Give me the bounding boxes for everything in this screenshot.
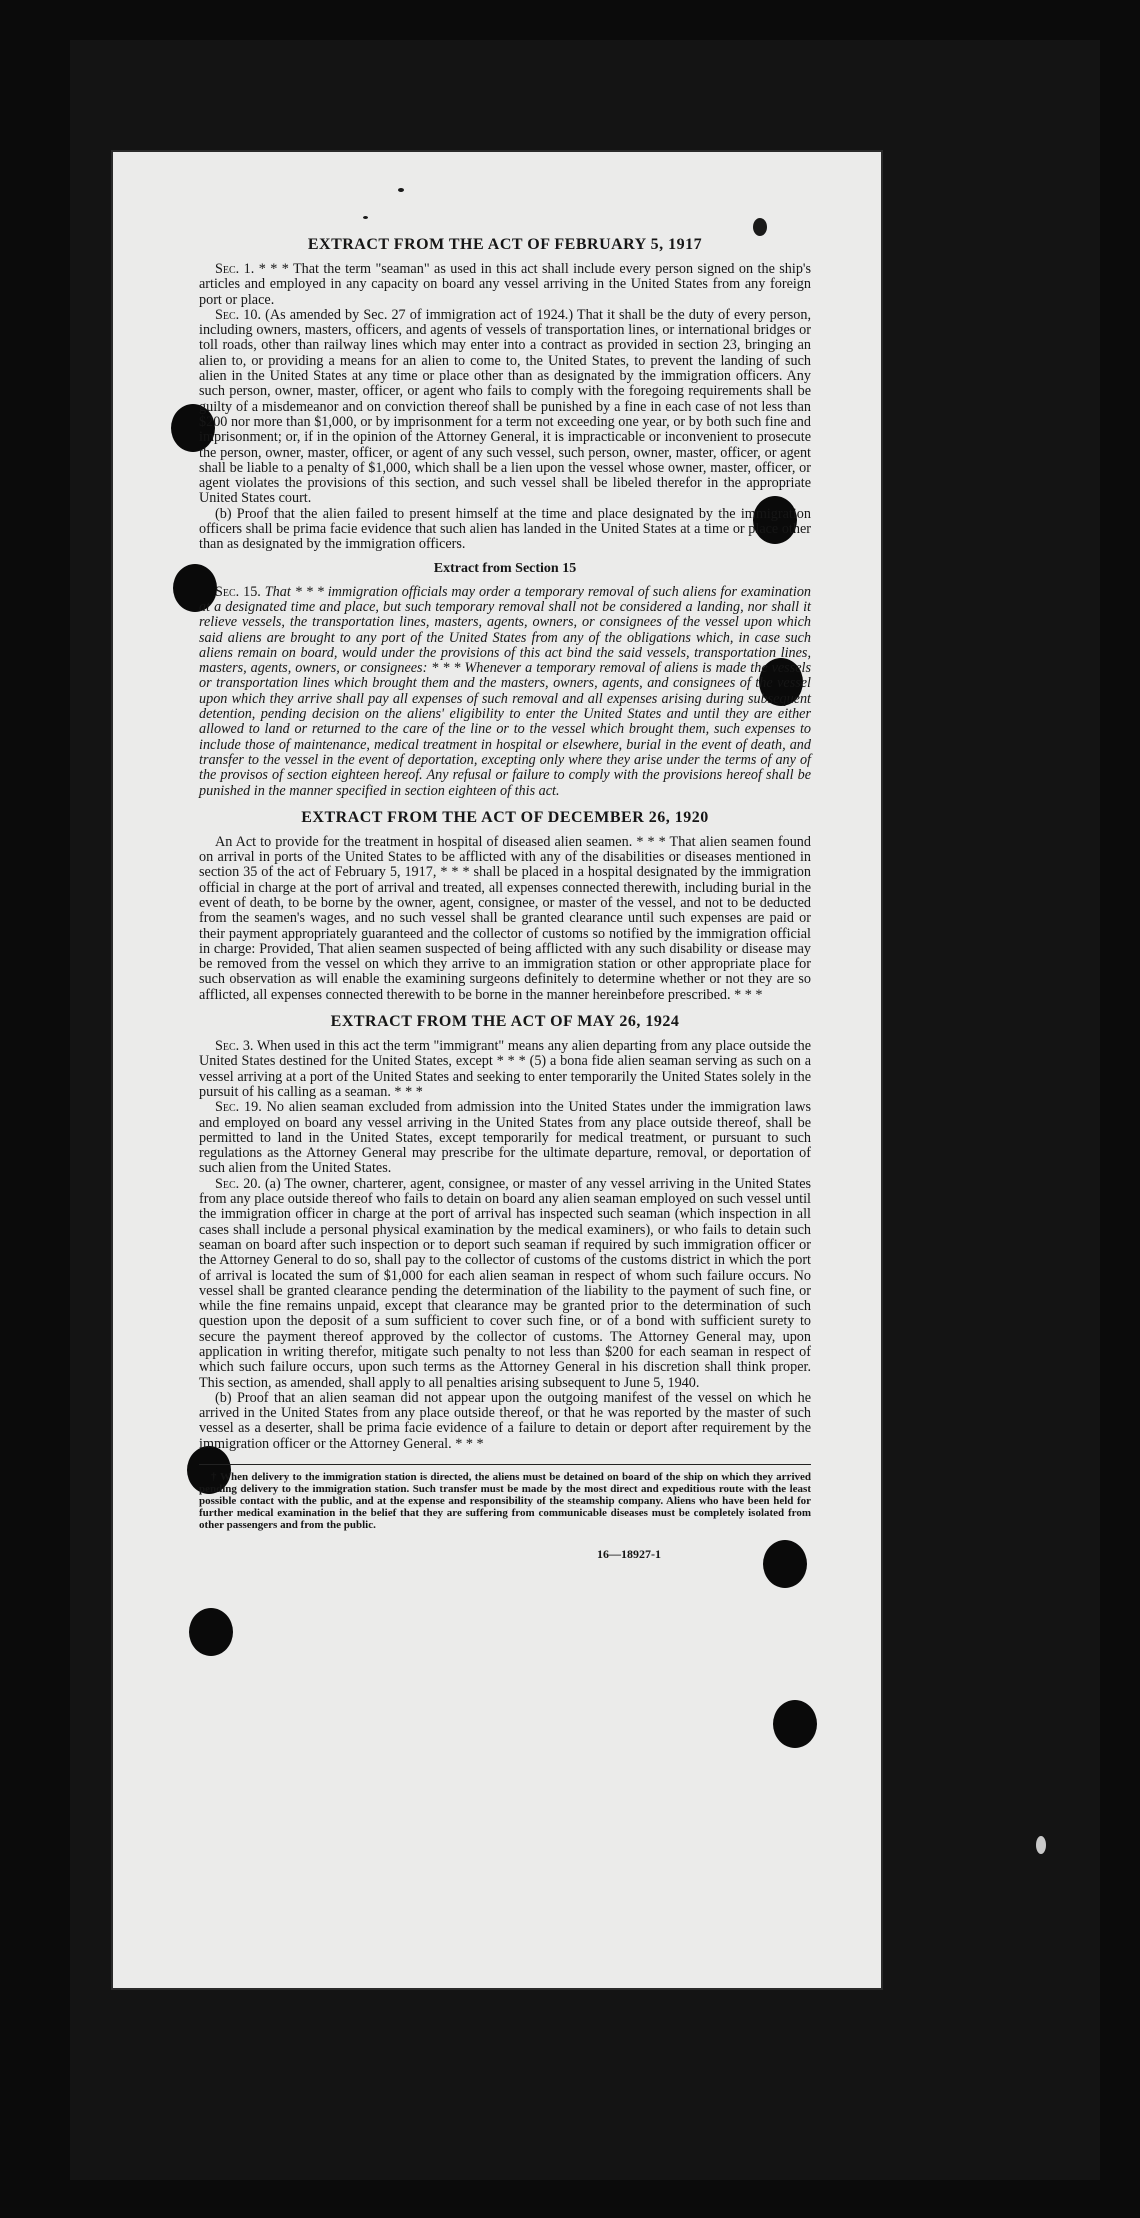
section-3-text: When used in this act the term "immigrant" means any alien departing from any place outside the United States destined for the United States, except * * * (5) a bona fide alien seaman serving as such on a vessel arriving at a port of the United States and seeking to enter temporarily the United States solely in the pursuit of his calling as a seaman. * * *: [199, 1038, 811, 1100]
scan-speck: [1036, 1836, 1046, 1854]
document-text: [199, 236, 811, 1562]
heading-act-1924: EXTRACT FROM THE ACT OF MAY 26, 1924: [330, 1013, 680, 1031]
section-10-text: (As amended by Sec. 27 of immigration act of 1924.) That it shall be the duty of every person, including owners, masters, officers, and agents of vessels of transportation lines, or international bridges or toll roads, other than railway lines which may enter into a contract as provided in section 23, bringing an alien to, or providing a means for an alien to come to, the United States, to prevent the landing of such alien in the United States at any time or place other than as designated by the immigration officers. Any such person, owner, master, officer, or agent who fails to comply with the foregoing requirements shall be guilty of a misdemeanor and on conviction thereof shall be punished by a fine in each case of not less than $200 nor more than $1,000, or by imprisonment for a term not exceeding one year, or by both such fine and imprisonment; or, if in the opinion of the Attorney General, it is impracticable or inconvenient to prosecute the person, owner, master, officer, or agent of any such vessel, such person, owner, master, officer, or agent shall be liable to a penalty of $1,000, which shall be a lien upon the vessel whose owner, master, officer, or agent violates the provisions of this section, and such vessel shall be libeled therefor in the appropriate United States court.: [199, 306, 812, 507]
footnote-divider: [199, 1464, 811, 1465]
heading-act-1920: EXTRACT FROM THE ACT OF DECEMBER 26, 1920: [301, 808, 709, 826]
section-1-label: Sec. 1.: [215, 261, 255, 277]
punch-hole: [189, 1608, 233, 1656]
section-20-text: (a) The owner, charterer, agent, consignee, or master of any vessel arriving in the United States from any place outside thereof who fails to detain on board any alien seaman employed on such vessel until the immigration officer in charge at the port of arrival has inspected such seaman (which inspection in all cases shall include a personal physical examination by the medical examiners), or who fails to detain such seaman on board after such inspection or to deport such seaman if required by such immigration officer or the Attorney General to do so, shall pay to the collector of customs of the customs district in which the port of arrival is located the sum of $1,000 for each alien seaman in respect of whom such failure occurs. No vessel shall be granted clearance pending the determination of the liability to the payment of such fine, or while the fine remains unpaid, except that clearance may be granted prior to the determination of such question upon the deposit of a sum sufficient to cover such fine, or of a bond with sufficient surety to secure the payment thereof approved by the collector of customs. The Attorney General may, upon application in writing therefor, mitigate such penalty to not less than $200 for each seaman in respect of which such failure occurs, upon such terms as the Attorney General in his discretion shall think proper. This section, as amended, shall apply to all penalties arising subsequent to June 5, 1940.: [199, 1175, 812, 1391]
ink-speck: [363, 216, 368, 219]
heading-section-15: Extract from Section 15: [433, 560, 577, 576]
section-15-text: That * * * immigration officials may order a temporary removal of such aliens for examination at a designated time and place, but such temporary removal shall not be considered a landing, nor shall it relieve vessels, the transportation lines, masters, agents, owners, or consignees of the vessel upon which said aliens are brought to any port of the United States from any of the obligations which, in case such aliens remain on board, would under the provisions of this act bind the said vessels, transportation lines, masters, agents, owners, or consignees: * * * Whenever a temporary removal of aliens is made the vessels or transportation lines which brought them and the masters, owners, agents, and consignees of the vessel upon which they arrive shall pay all expenses of such removal and all expenses arising during subsequent detention, pending decision on the aliens' eligibility to enter the United States and until they are either allowed to land or returned to the care of the line or to the vessel which brought them, such expenses to include those of maintenance, medical treatment in hospital or elsewhere, burial in the event of death, and transfer to the vessel in the event of deportation, excepting only where they arise under the terms of any of the provisos of section eighteen hereof. Any refusal or failure to comply with the provisions hereof shall be punished in the manner specified in section eighteen of this act.: [199, 583, 812, 799]
act-1920-text: An Act to provide for the treatment in hospital of diseased alien seamen. * * * That alien seamen found on arrival in ports of the United States to be afflicted with any of the disabilities or diseases mentioned in section 35 of the act of February 5, 1917, * * * shall be placed in a hospital designated by the immigration official in charge at the port of arrival and treated, all expenses connected therewith, including burial in the event of death, to be borne by the owner, agent, consignee, or master of the vessel, and not to be deducted from the seamen's wages, and no such vessel shall be granted clearance until such expenses are paid or their payment appropriately guaranteed and the collector of customs so notified by the immigration official in charge: Provided, That alien seamen suspected of being afflicted with any such disability or disease may be removed from the vessel on which they arrive to an immigration station or other appropriate place for such observation as will enable the examining surgeons definitely to determine whether or not they are so afflicted, all expenses connected therewith to be borne in the manner hereinbefore prescribed. * * *: [199, 833, 811, 1003]
punch-hole: [773, 1700, 817, 1748]
section-19-text: No alien seaman excluded from admission into the United States under the immigration laws and employed on board any vessel arriving in the United States from any place outside thereof, shall be permitted to land in the United States, except temporarily for medical treatment, or pursuant to such regulations as the Attorney General may prescribe for the ultimate departure, removal, or deportation of such alien from the United States.: [199, 1099, 812, 1177]
ink-speck: [753, 218, 767, 236]
form-number: 16—18927-1: [597, 1547, 661, 1562]
section-20b-text: (b) Proof that an alien seaman did not appear upon the outgoing manifest of the vessel on which he arrived in the United States from any place outside thereof, or that he was reported by the master of such vessel as a deserter, shall be prima facie evidence of a failure to detain or deport after requirement by the immigration officer or the Attorney General. * * *: [199, 1389, 811, 1452]
heading-act-1917: EXTRACT FROM THE ACT OF FEBRUARY 5, 1917: [307, 236, 703, 253]
section-3-label: Sec. 3.: [215, 1038, 254, 1055]
document-page: [113, 152, 881, 1988]
section-10b-text: (b) Proof that the alien failed to present himself at the time and place designated by the immigration officers shall be prima facie evidence that such alien has landed in the United States at a time or place other than as designated by the immigration officers.: [199, 505, 811, 553]
footnote: † When delivery to the immigration station is directed, the aliens must be detained on board of the ship on which they arrived pending delivery to the immigration station. Such transfer must be made by the most direct and expeditious route with the least possible contact with the public, and at the expense and responsibility of the steamship company. Aliens who have been held for further medical examination in the belief that they are suffering from communicable diseases must be completely isolated from other passengers and from the public.: [199, 1471, 811, 1532]
section-1-text: * * * That the term "seaman" as used in this act shall include every person signed on the ship's articles and employed in any capacity on board any vessel arriving in the United States from any foreign port or place.: [199, 261, 811, 308]
section-10-label: Sec. 10.: [215, 306, 262, 323]
ink-speck: [398, 188, 404, 192]
section-20-label: Sec. 20.: [215, 1175, 261, 1192]
section-15-label: Sec. 15.: [215, 583, 261, 600]
section-19-label: Sec. 19.: [215, 1099, 262, 1116]
